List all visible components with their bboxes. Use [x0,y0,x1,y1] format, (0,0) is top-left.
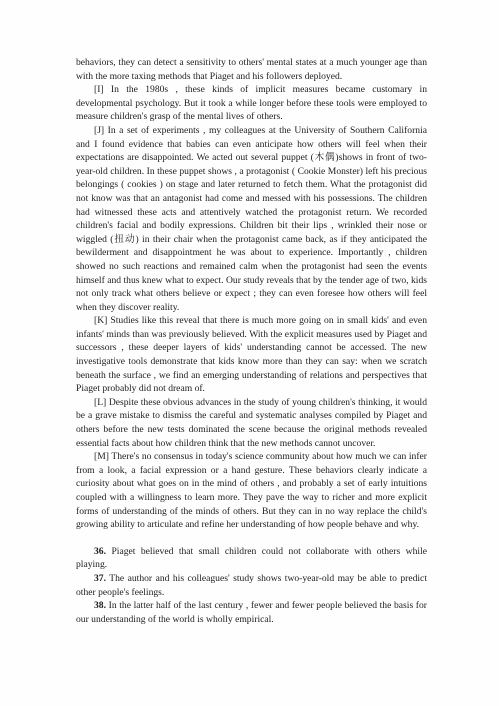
paragraph-text: There's no consensus in today's science community about how much we can infer from a look, a facial expression or a hand gesture. These behaviors clearly indicate a curiosity about what goes on in the mind of others , and probably a set of early intuitions coupled with a willingness to learn more. They pave the way to richer and more explicit forms of understanding of the minds of others. But they can in no way replace the child's growing ability to articulate and refine her understanding of how people behave and why. [76,451,427,531]
passage [76,56,427,532]
paragraph-label: [J] [94,124,105,136]
paragraph-text: Despite these obvious advances in the study of young children's thinking, it would be a grave mistake to dismiss the careful and systematic analyses compiled by Piaget and others before the new tests dominated the scene because the original methods revealed essential facts about how children think that the new methods cannot uncover. [76,396,427,449]
paragraph-text: In the 1980s , these kinds of implicit measures became customary in developmental psychology. But it took a while longer before these tools were employed to measure children's grasp of the mental lives of others. [76,84,427,123]
paragraph-continuation [76,56,427,83]
question-text: In the latter half of the last century , fewer and fewer people believed the basis for our understanding of the world is wholly empirical. [76,600,427,625]
question-37 [76,572,427,599]
paragraph-label: [M] [94,451,109,463]
paragraph-text: behaviors, they can detect a sensitivity to others' mental states at a much younger age than with the more taxing methods that Piaget and his followers deployed. [76,57,427,82]
paragraph-i [76,83,427,124]
paragraph-j [76,124,427,314]
paragraph-label: [K] [94,315,108,327]
question-text: The author and his colleagues' study shows two-year-old may be able to predict other people's feelings. [76,572,427,598]
question-number: 38. [94,600,106,612]
paragraph-label: [L] [94,396,107,408]
question-number: 36. [94,545,106,557]
question-38 [76,599,427,626]
paragraph-text: In a set of experiments , my colleagues at the University of Southern California and I found evidence that babies can even anticipate how others will feel when their expectations are disappointed. We acted out several puppet (木偶)shows in front of two-year-old children. In these puppet shows , a protagonist ( Cookie Monster) left his precious belongings ( cookies ) on stage and later returned to fetch them. What the protagonist did not know was that an antagonist had come and messed with his possessions. The children had witnessed these acts and attentively watched the protagonist return. We recorded children's facial and bodily expressions. Children bit their lips , wrinkled their nose or wiggled (扭动) in their chair when the protagonist came back, as if they anticipated the bewilderment and disappointment he was about to experience. Importantly , children showed no such reactions and remained calm when the protagonist had seen the events himself and thus knew what to expect. Our study reveals that by the tender age of two, kids not only track what others believe or expect ; they can even foresee how others will feel when they discover reality. [76,124,427,313]
paragraph-m [76,450,427,532]
paragraph-k [76,314,427,396]
question-36 [76,545,427,572]
question-text: Piaget believed that small children could not collaborate with others while playing. [76,545,427,571]
paragraph-text: Studies like this reveal that there is much more going on in small kids' and even infants' minds than was previously believed. With the explicit measures used by Piaget and successors , these deeper layers of kids' understanding cannot be accessed. The new investigative tools demonstrate that kids know more than they can say: when we scratch beneath the surface , we find an emerging understanding of relations and perspectives that Piaget probably did not dream of. [76,315,427,395]
paragraph-l [76,396,427,450]
question-number: 37. [94,572,106,584]
question-list [76,545,427,627]
paragraph-label: [I] [94,84,104,96]
